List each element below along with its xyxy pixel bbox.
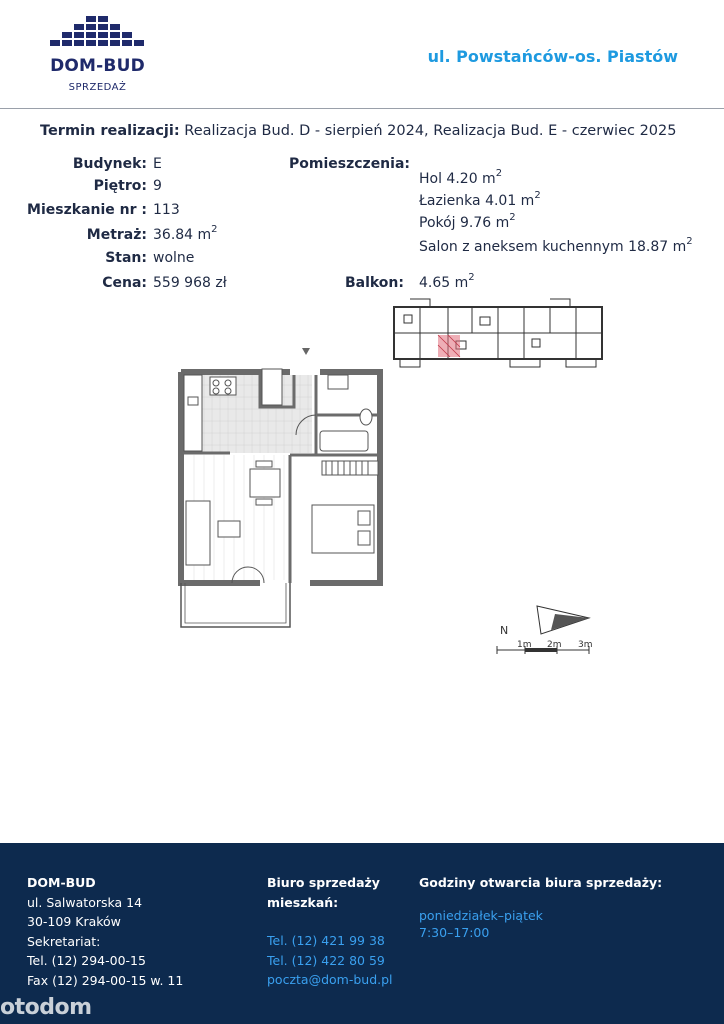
- balcony-value: [419, 272, 475, 291]
- page-title: ul. Powstańców-os. Piastów: [427, 47, 678, 66]
- status-label: Stan:: [105, 250, 147, 266]
- room-item-text: Salon z aneksem kuchennym 18.87 m: [419, 239, 687, 255]
- status-value: wolne: [153, 250, 195, 266]
- rooms-label: Pomieszczenia:: [289, 156, 410, 172]
- company-name: DOM-BUD: [27, 875, 96, 890]
- building-label: Budynek:: [72, 156, 147, 172]
- sales-email-link[interactable]: poczta@dom-bud.pl: [267, 972, 393, 987]
- company-phone: Tel. (12) 294-00-15: [27, 953, 146, 968]
- room-item-text: Hol 4.20 m: [419, 171, 496, 187]
- entrance-marker-icon: [302, 348, 310, 355]
- completion-term: [40, 123, 676, 139]
- logo-subtitle: SPRZEDAŻ: [68, 82, 127, 93]
- brick-wall-icon: [44, 14, 152, 54]
- company-city: 30-109 Kraków: [27, 914, 121, 929]
- sales-office-contact: [267, 873, 393, 990]
- opening-time: 7:30–17:00: [419, 925, 490, 940]
- scale-bar: [495, 600, 595, 660]
- price-label: Cena:: [102, 275, 147, 291]
- room-item: [419, 168, 503, 187]
- price-value: 559 968 zł: [153, 275, 227, 291]
- room-unit-sup: 2: [509, 212, 516, 223]
- area-label: Metraż:: [86, 227, 147, 243]
- scale-tick-label: 3m: [578, 640, 593, 650]
- otodom-watermark-logo: otodom: [0, 995, 92, 1020]
- room-unit-sup: 2: [686, 236, 693, 247]
- apartment-floor-plan: [170, 345, 385, 640]
- opening-days: poniedziałek–piątek: [419, 907, 543, 923]
- building-value: E: [153, 156, 162, 172]
- room-unit-sup: 2: [495, 168, 503, 179]
- apartment-number-value: 113: [153, 202, 180, 218]
- completion-term-value: Realizacja Bud. D - sierpień 2024, Realizacja Bud. E - czerwiec 2025: [184, 123, 677, 139]
- contact-footer: [0, 843, 724, 1024]
- room-unit-sup: 2: [534, 190, 541, 201]
- area-value: [153, 224, 218, 243]
- room-item-text: Pokój 9.76 m: [419, 215, 510, 231]
- sales-office-title: Biuro sprzedaży: [267, 875, 380, 890]
- balcony-value-text: 4.65 m: [419, 275, 469, 291]
- area-unit-sup: 2: [211, 224, 218, 235]
- north-label: N: [500, 624, 509, 637]
- floor-value: 9: [153, 178, 162, 194]
- logo-brand-name: DOM-BUD: [50, 56, 145, 76]
- room-item: [419, 236, 693, 255]
- company-fax: Fax (12) 294-00-15 w. 11: [27, 972, 184, 988]
- sales-phone-link[interactable]: Tel. (12) 422 80 59: [267, 952, 385, 968]
- company-street: ul. Salwatorska 14: [27, 894, 143, 910]
- completion-term-label: Termin realizacji:: [40, 123, 180, 139]
- apartment-number-label: Mieszkanie nr :: [27, 202, 147, 218]
- sales-phone-link[interactable]: Tel. (12) 421 99 38: [267, 933, 385, 948]
- sales-office-title-2: mieszkań:: [267, 894, 339, 910]
- opening-hours-title: Godziny otwarcia biura sprzedaży:: [419, 875, 663, 890]
- balcony-label: Balkon:: [344, 275, 404, 291]
- company-contact: [27, 873, 183, 990]
- room-item: [419, 190, 541, 209]
- floor-key-plan: [390, 295, 606, 371]
- secretariat-label: Sekretariat:: [27, 933, 101, 949]
- opening-hours: [419, 873, 662, 943]
- room-item-text: Łazienka 4.01 m: [419, 193, 535, 209]
- floor-label: Piętro:: [93, 178, 147, 194]
- header-divider: [0, 108, 724, 109]
- balcony-unit-sup: 2: [468, 272, 475, 283]
- area-value-text: 36.84 m: [153, 227, 212, 243]
- scale-tick-label: 1m: [517, 640, 532, 650]
- scale-tick-label: 2m: [547, 640, 562, 650]
- room-item: [419, 212, 516, 231]
- company-logo[interactable]: [40, 14, 155, 94]
